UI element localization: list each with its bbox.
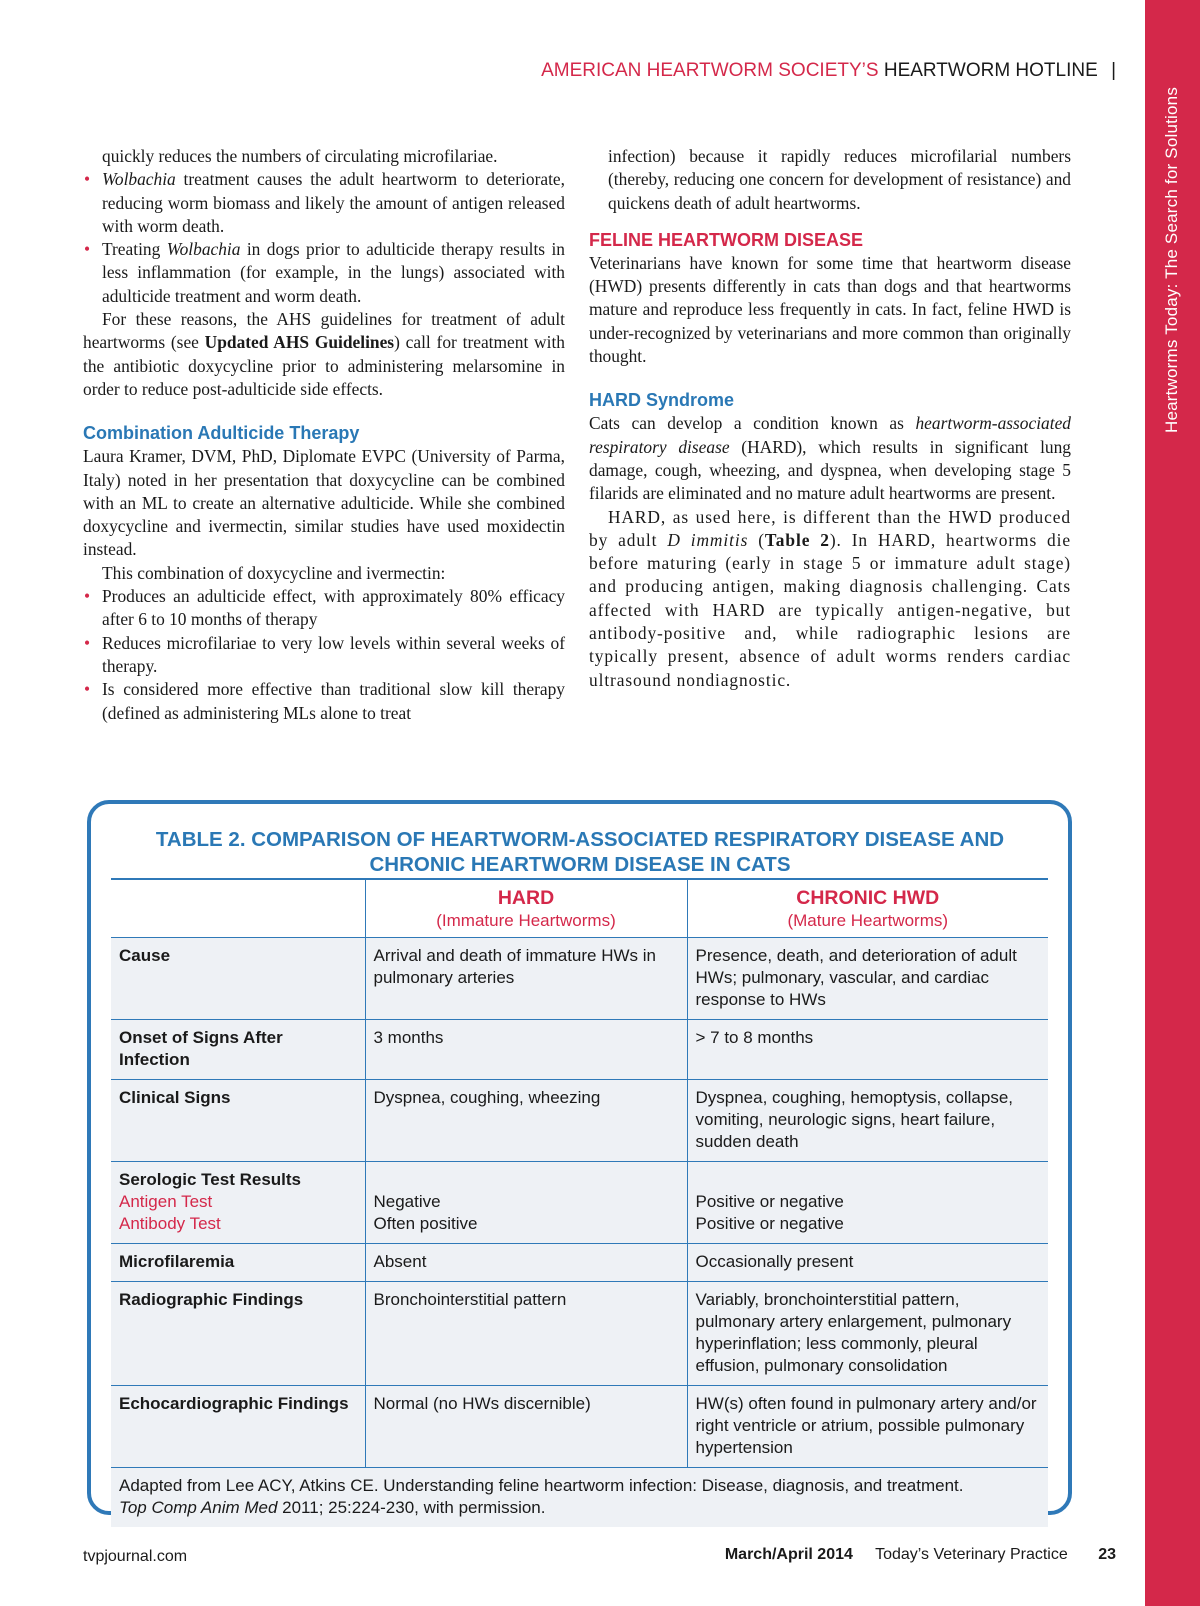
- table-footnote-row: [111, 1468, 1048, 1528]
- left-column: [83, 145, 565, 725]
- cell-hard: Bronchointerstitial pattern: [365, 1282, 687, 1386]
- sidebar-title: Heartworms Today: The Search for Solutions: [1162, 86, 1181, 434]
- right-paragraph-top: infection) because it rapidly reduces microfilarial numbers (thereby, reducing one concern for development of resistance) and quickens death of adult heartworms.: [608, 146, 1071, 213]
- cell-hard: Arrival and death of immature HWs in pulmonary arteries: [365, 938, 687, 1020]
- combination-bullet-list: [83, 585, 565, 725]
- running-head-society: AMERICAN HEARTWORM SOCIETY’S: [541, 60, 879, 81]
- footer-publication: Today’s Veterinary Practice: [875, 1546, 1068, 1563]
- bullet-text: treatment causes the adult heartworm to deteriorate, reducing worm biomass and likely the amount of antigen released with worm death.: [102, 169, 565, 236]
- species-name: D immitis: [667, 529, 749, 550]
- running-head-section: HEARTWORM HOTLINE: [883, 60, 1098, 81]
- table-row: [111, 1162, 1048, 1244]
- footer-info: [725, 1546, 1116, 1564]
- row-label: Clinical Signs: [119, 1088, 231, 1107]
- cell-hard: Dyspnea, coughing, wheezing: [365, 1080, 687, 1162]
- cell-chronic: Dyspnea, coughing, hemoptysis, collapse, vomiting, neurologic signs, heart failure, sudden death: [687, 1080, 1048, 1162]
- antibody-test-label: Antibody Test: [119, 1214, 221, 1233]
- bullet-text-pre: Treating: [102, 239, 167, 260]
- table-row: [111, 1386, 1048, 1468]
- table-row: [111, 1020, 1048, 1080]
- footer-website: tvpjournal.com: [83, 1548, 188, 1565]
- cell-hard: Absent: [365, 1244, 687, 1282]
- combination-therapy-heading: Combination Adulticide Therapy: [83, 423, 360, 444]
- bullet-item: [83, 168, 565, 238]
- row-label: Serologic Test Results Antigen Test Antibody Test: [111, 1162, 365, 1244]
- right-column: [589, 145, 1071, 692]
- running-head: [541, 60, 1116, 82]
- hard-definition-paragraph: Cats can develop a condition known as heartworm-associated respiratory disease (HARD), which results in significant lung damage, cough, wheezing, and dyspnea, when developing stage 5 filarids are eliminated and no mature adult heartworms are present.: [589, 413, 1071, 504]
- footer-issue: March/April 2014: [724, 1546, 853, 1563]
- table-title: TABLE 2. COMPARISON OF HEARTWORM-ASSOCIATED RESPIRATORY DISEASE AND CHRONIC HEARTWORM DISEASE IN CATS: [155, 828, 1005, 876]
- bullet-text: in dogs prior to adulticide therapy results in less inflammation (for example, in the lungs) associated with adulticide treatment and worm death.: [102, 239, 565, 306]
- table-row: [111, 1080, 1048, 1162]
- antigen-test-label: Antigen Test: [119, 1192, 213, 1211]
- table-row: [111, 938, 1048, 1020]
- journal-title: Top Comp Anim Med: [119, 1498, 278, 1517]
- table-footnote: Adapted from Lee ACY, Atkins CE. Understanding feline heartworm infection: Disease, diagnosis, and treatment. Top Comp Anim Med 2011; 25:224-230, with permission.: [111, 1468, 1048, 1528]
- wolbachia-term: Wolbachia: [102, 169, 176, 190]
- table-row: [111, 1244, 1048, 1282]
- row-label: Echocardiographic Findings: [119, 1394, 349, 1413]
- table-header-hard: HARD (Immature Heartworms): [365, 879, 687, 938]
- row-label: Microfilaremia: [119, 1252, 235, 1271]
- feline-heartworm-heading: FELINE HEARTWORM DISEASE: [589, 229, 864, 250]
- table-header-empty: [111, 879, 365, 938]
- wolbachia-term: Wolbachia: [166, 239, 241, 260]
- row-label: Onset of Signs After Infection: [119, 1028, 283, 1069]
- cell-chronic: Presence, death, and deterioration of adult HWs; pulmonary, vascular, and cardiac response to HWs: [687, 938, 1048, 1020]
- bullet-item: • Produces an adulticide effect, with approximately 80% efficacy after 6 to 10 months of therapy: [83, 585, 565, 632]
- table-reference: Table 2: [764, 529, 830, 550]
- table-header-chronic: CHRONIC HWD (Mature Heartworms): [687, 879, 1048, 938]
- cell-chronic: Variably, bronchointerstitial pattern, pulmonary artery enlargement, pulmonary hyperinflation; less commonly, pleural effusion, pulmonary consolidation: [687, 1282, 1048, 1386]
- table-header-row: [111, 879, 1048, 938]
- bullet-item: • Is considered more effective than traditional slow kill therapy (defined as administering MLs alone to treat: [83, 678, 565, 725]
- cell-hard: Normal (no HWs discernible): [365, 1386, 687, 1468]
- row-label: Radiographic Findings: [119, 1290, 304, 1309]
- table-row: [111, 1282, 1048, 1386]
- guidelines-reference: Updated AHS Guidelines: [204, 332, 395, 353]
- hard-comparison-paragraph: HARD, as used here, is different than the HWD produced by adult D immitis (Table 2). In HARD, heartworms die before maturing (early in stage 5 or immature adult stage) and producing antigen, making diagnosis challenging. Cats affected with HARD are typically antigen-negative, but antibody-positive and, while radiographic lesions are typically present, absence of adult worms renders cardiac ultrasound nondiagnostic.: [589, 506, 1071, 690]
- cell-chronic: Occasionally present: [687, 1244, 1048, 1282]
- cell-chronic: > 7 to 8 months: [687, 1020, 1048, 1080]
- feline-paragraph: Veterinarians have known for some time that heartworm disease (HWD) presents differently in cats than dogs and that heartworms mature and reproduce less frequently in cats. In fact, feline HWD is under-recognized by veterinarians and more common than originally thought.: [589, 252, 1071, 367]
- page-number: 23: [1098, 1546, 1116, 1563]
- row-label: Cause: [119, 946, 171, 965]
- wolbachia-bullet-list: [83, 168, 565, 308]
- left-paragraph-top: quickly reduces the numbers of circulating microfilariae.: [102, 146, 498, 166]
- guidelines-paragraph: For these reasons, the AHS guidelines for treatment of adult heartworms (see Updated AHS Guidelines) call for treatment with the antibiotic doxycycline prior to administering melarsomine in order to reduce post-adulticide side effects.: [83, 309, 565, 399]
- hard-syndrome-heading: HARD Syndrome: [589, 390, 735, 411]
- comparison-table: [111, 878, 1048, 1527]
- combination-intro: This combination of doxycycline and ivermectin:: [102, 562, 446, 583]
- cell-chronic: HW(s) often found in pulmonary artery and/or right ventricle or atrium, possible pulmonary hypertension: [687, 1386, 1048, 1468]
- running-head-divider: |: [1111, 60, 1116, 81]
- kramer-paragraph: Laura Kramer, DVM, PhD, Diplomate EVPC (University of Parma, Italy) noted in her presentation that doxycycline can be combined with an ML to create an alternative adulticide. While she combined doxycycline and ivermectin, similar studies have used moxidectin instead.: [83, 446, 565, 560]
- cell-hard: Negative Often positive: [365, 1162, 687, 1244]
- bullet-item: [83, 238, 565, 308]
- cell-hard: 3 months: [365, 1020, 687, 1080]
- hard-term: heartworm-associated respiratory disease: [589, 413, 1071, 457]
- cell-chronic: Positive or negative Positive or negative: [687, 1162, 1048, 1244]
- bullet-item: • Reduces microfilariae to very low levels within several weeks of therapy.: [83, 632, 565, 679]
